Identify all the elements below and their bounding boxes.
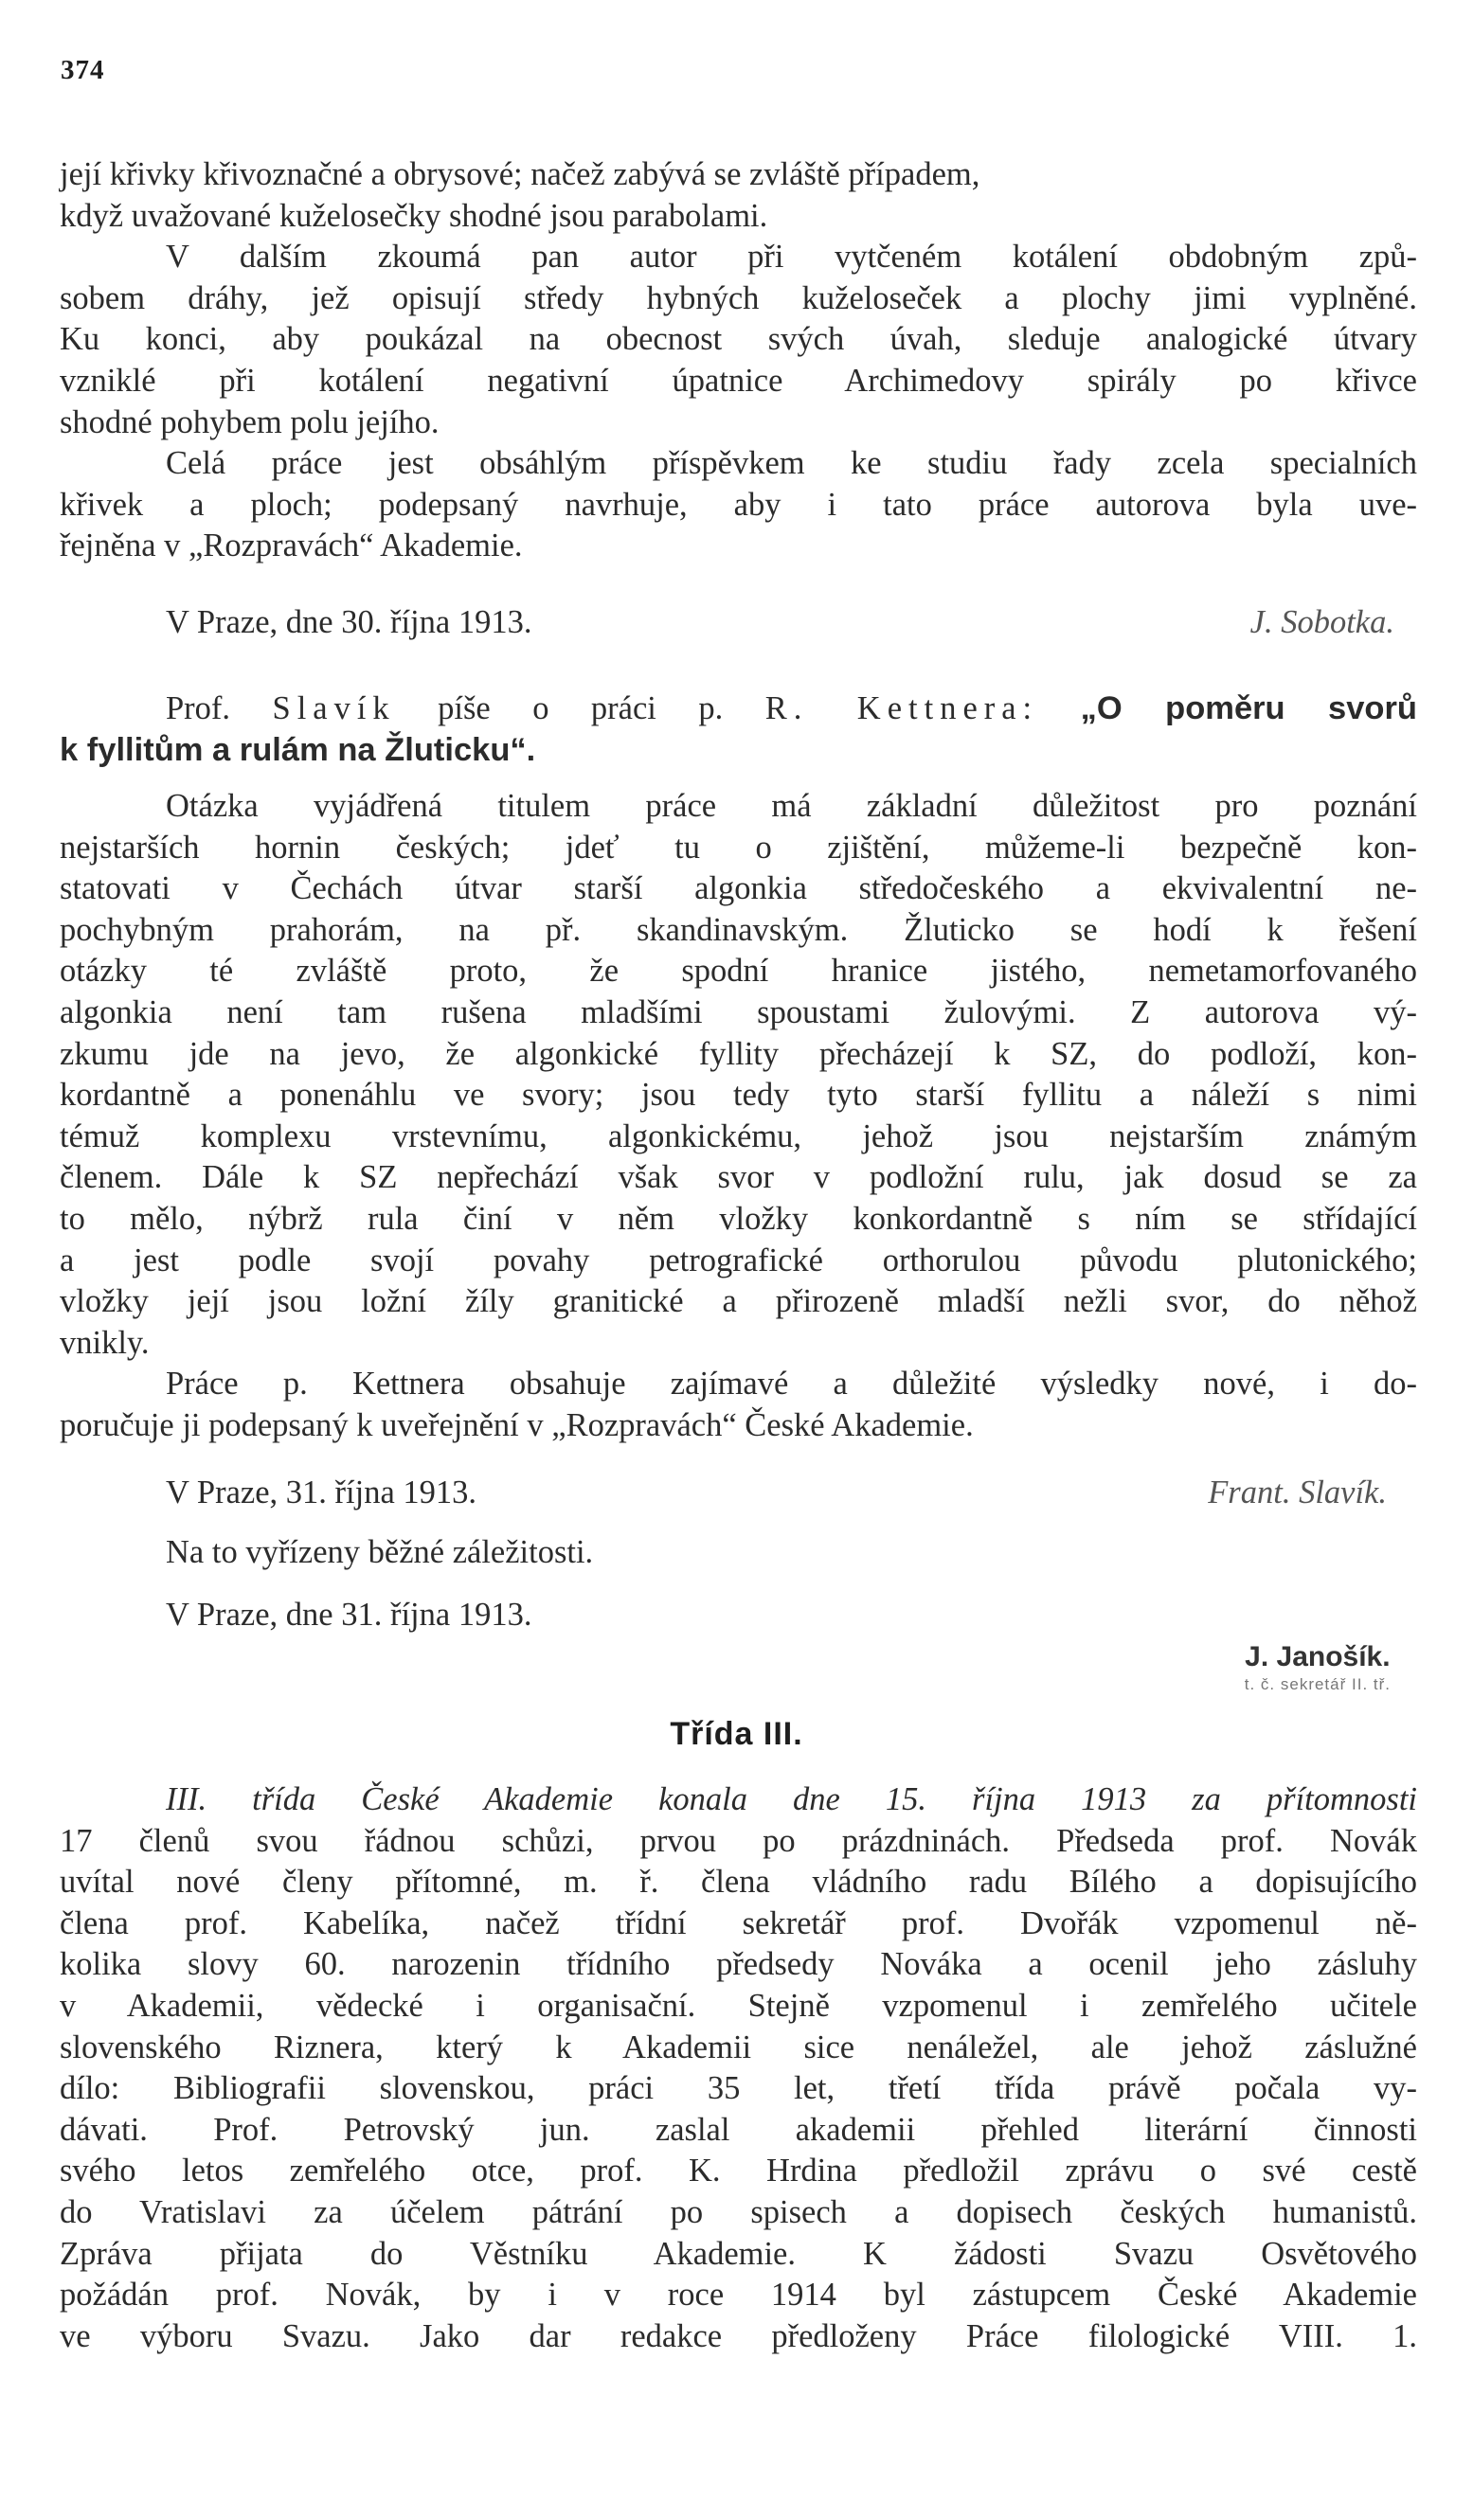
text-line: kordantně a ponenáhlu ve svory; jsou tedy tyto starší fyllitu a náleží s nimi <box>60 1077 1417 1114</box>
paragraph-recommendation <box>60 443 1417 567</box>
heading-title: „O poměru svorů <box>1080 690 1418 726</box>
text-line: otázky té zvláště proto, že spodní hranice jistého, nemetamorfovaného <box>60 953 1417 990</box>
paragraph-question <box>60 786 1417 1364</box>
text-line: vnikly. <box>60 1324 150 1361</box>
text-line: Otázka vyjádřená titulem práce má základní důležitost pro poznání <box>166 788 1417 824</box>
text-line: svého letos zemřelého otce, prof. K. Hrdina předložil zprávu o své cestě <box>60 2153 1417 2189</box>
settled-note: Na to vyřízeny běžné záležitosti. <box>166 1534 594 1570</box>
text-line: pochybným prahorám, na př. skandinavským. Žluticko se hodí k řešení <box>60 911 1417 948</box>
text-line: V dalším zkoumá pan autor při vytčeném kotálení obdobným způ- <box>166 239 1417 276</box>
secretary-role: t. č. sekretář II. tř. <box>1244 1675 1391 1693</box>
text-line: zkumu jde na jevo, že algonkické fyllity přecházejí k SZ, do podloží, kon- <box>60 1035 1417 1072</box>
heading-author: Slavík <box>272 690 396 726</box>
signature-date: V Praze, 31. října 1913. <box>166 1474 477 1510</box>
section-title: Třída III. <box>670 1716 803 1752</box>
text-line: algonkia není tam rušena mladšími spoustami žulovými. Z autorova vý- <box>60 993 1417 1030</box>
text-line: sobem dráhy, jež opisují středy hybných kuželoseček a plochy jimi vyplněné. <box>60 279 1417 316</box>
heading-mid: píše o práci p. <box>438 690 724 726</box>
text-line: požádán prof. Novák, by i v roce 1914 byl zástupcem České Akademie <box>60 2277 1417 2314</box>
heading-prefix: Prof. <box>166 690 231 726</box>
paragraph-curves <box>60 154 1417 237</box>
text-line: III. třída České Akademie konala dne 15. října 1913 za přítomnosti <box>166 1781 1417 1817</box>
closing-date: V Praze, dne 31. října 1913. <box>166 1597 532 1633</box>
text-line: v Akademii, vědecké i organisační. Stejně vzpomenul i zemřelého učitele <box>60 1987 1417 2024</box>
text-line: poručuje ji podepsaný k uveřejnění v „Rozpravách“ České Akademie. <box>60 1406 974 1443</box>
paragraph-conclusion <box>60 1364 1417 1446</box>
signature-name: J. Sobotka. <box>1249 604 1394 640</box>
heading-title-continued: k fyllitům a rulám na Žluticku“. <box>60 731 536 768</box>
text-line: Zpráva přijata do Věstníku Akademie. K žádosti Svazu Osvětového <box>60 2235 1417 2272</box>
text-line: uvítal nové členy přítomné, m. ř. člena vládního radu Bílého a dopisujícího <box>60 1864 1417 1901</box>
text-line: Celá práce jest obsáhlým příspěvkem ke studiu řady zcela specialních <box>166 445 1417 482</box>
signature-date: V Praze, dne 30. října 1913. <box>166 604 532 640</box>
text-line: ve výboru Svazu. Jako dar redakce předloženy Práce filologické VIII. 1. <box>60 2317 1417 2354</box>
text-line: shodné pohybem polu jejího. <box>60 403 440 440</box>
text-line: vložky její jsou ložní žíly granitické a přirozeně mladší nežli svor, do něhož <box>60 1283 1417 1320</box>
text-line: kolika slovy 60. narozenin třídního předsedy Nováka a ocenil jeho zásluhy <box>60 1946 1417 1983</box>
text-line: a jest podle svojí povahy petrografické orthorulou původu plutonického; <box>60 1242 1417 1278</box>
text-line: to mělo, nýbrž rula činí v něm vložky konkordantně s ním se střídající <box>60 1200 1417 1237</box>
class-three-report <box>60 1779 1417 2357</box>
text-line: statovati v Čechách útvar starší algonkia středočeského a ekvivalentní ne- <box>60 870 1417 907</box>
text-line: křivek a ploch; podepsaný navrhuje, aby i tato práce autorova byla uve- <box>60 486 1417 523</box>
text-line: 17 členů svou řádnou schůzi, prvou po prázdninách. Předseda prof. Novák <box>60 1822 1417 1859</box>
text-line: členem. Dále k SZ nepřechází však svor v podložní rulu, jak dosud se za <box>60 1159 1417 1196</box>
paragraph-further <box>60 237 1417 443</box>
text-line: do Vratislavi za účelem pátrání po spisech a dopisech českých humanistů. <box>60 2193 1417 2230</box>
paragraph-meeting <box>60 1779 1417 2357</box>
heading-line <box>60 688 1417 730</box>
text-line: když uvažované kuželosečky shodné jsou parabolami. <box>60 197 768 234</box>
text-line: člena prof. Kabelíka, načež třídní sekretář prof. Dvořák vzpomenul ně- <box>60 1904 1417 1941</box>
report-body <box>60 786 1417 1447</box>
text-line: vzniklé při kotálení negativní úpatnice Archimedovy spirály po křivce <box>60 362 1417 399</box>
text-line: dílo: Bibliografii slovenskou, práci 35 let, třetí třída právě počala vy- <box>60 2070 1417 2107</box>
report-continuation <box>60 154 1417 567</box>
text-line: nejstarších hornin českých; jdeť tu o zjištění, můžeme-li bezpečně kon- <box>60 829 1417 866</box>
report-heading <box>60 688 1417 771</box>
text-line: slovenského Riznera, který k Akademii sice nenáležel, ale jehož záslužné <box>60 2029 1417 2065</box>
text-line: Práce p. Kettnera obsahuje zajímavé a důležité výsledky nové, i do- <box>166 1366 1417 1403</box>
text-line: dávati. Prof. Petrovský jun. zaslal akademii přehled literární činnosti <box>60 2111 1417 2148</box>
text-line: její křivky křivoznačné a obrysové; načež zabývá se zvláště případem, <box>60 156 980 192</box>
text-line: řejněna v „Rozpravách“ Akademie. <box>60 527 523 564</box>
secretary-name: J. Janošík. <box>1245 1641 1391 1672</box>
page-number: 374 <box>61 55 105 85</box>
signature-name: Frant. Slavík. <box>1208 1474 1387 1510</box>
text-line: Ku konci, aby poukázal na obecnost svých úvah, sleduje analogické útvary <box>60 321 1417 358</box>
secretary-signature <box>1245 1640 1391 1695</box>
heading-subject: R. Kettnera: <box>764 690 1039 726</box>
text-line: témuž komplexu vrstevnímu, algonkickému, jehož jsou nejstarším známým <box>60 1117 1417 1154</box>
